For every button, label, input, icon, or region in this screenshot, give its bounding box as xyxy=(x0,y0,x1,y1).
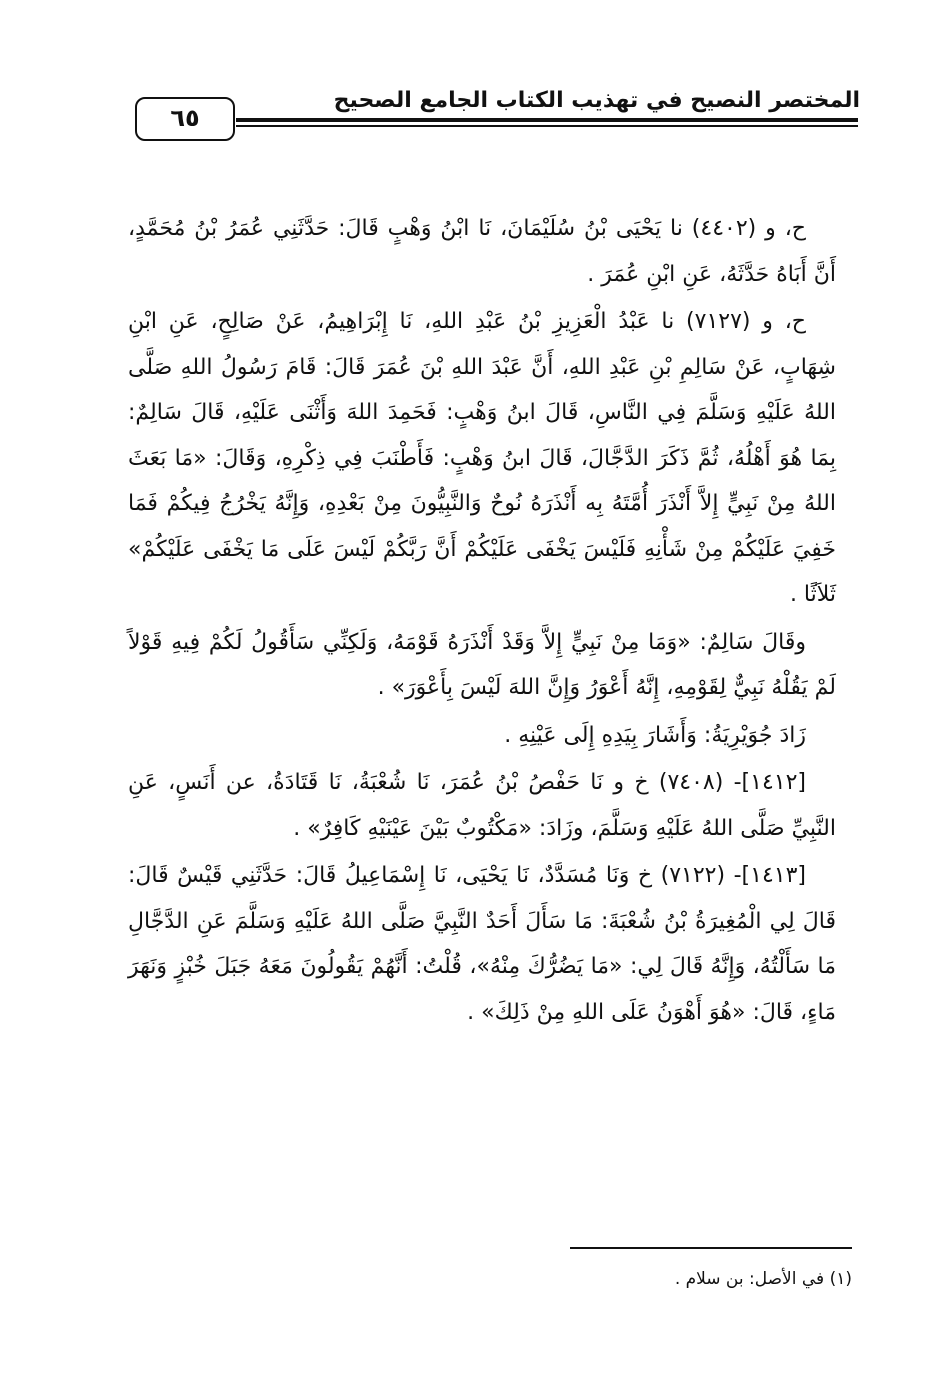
main-text xyxy=(128,206,836,1037)
paragraph-2: ح، و (٧١٢٧) نا عَبْدُ الْعَزِيزِ بْنُ عَبْدِ اللهِ، نَا إِبْرَاهِيمُ، عَنْ صَالِحٍ، عَنِ ابْنِ شِهَابٍ، عَنْ سَالِمِ بْنِ عَبْدِ اللهِ، أَنَّ عَبْدَ اللهِ بْنَ عُمَرَ قَالَ: قَامَ رَسُولُ اللهِ صَلَّى اللهُ عَلَيْهِ وَسَلَّمَ فِي النَّاسِ، قَالَ ابنُ وَهْبٍ: فَحَمِدَ اللهَ وَأَثْنَى عَلَيْهِ، قَالَ سَالِمٌ: بِمَا هُوَ أَهْلُهُ، ثُمَّ ذَكَرَ الدَّجَّالَ، قَالَ ابنُ وَهْبٍ: فَأَطْنَبَ فِي ذِكْرِهِ، وَقَالَ: «مَا بَعَثَ اللهُ مِنْ نَبِيٍّ إِلاَّ أَنْذَرَ أُمَّتَهُ بِه أَنْذَرَهُ نُوحٌ وَالنَّبِيُّونَ مِنْ بَعْدِهِ، وَإِنَّهُ يَخْرُجُ فِيكُمْ فَمَا خَفِيَ عَلَيْكُمْ مِنْ شَأْنِهِ فَلَيْسَ يَخْفَى عَلَيْكُمْ أَنَّ رَبَّكُمْ لَيْسَ عَلَى مَا يَخْفَى عَلَيْكُمْ» ثَلاَثًا . xyxy=(128,309,836,607)
header-rule-thin xyxy=(236,125,858,127)
footnote-separator xyxy=(570,1247,852,1249)
footnote-1: (١) في الأصل: بن سلام . xyxy=(674,1269,852,1289)
running-header-title: المختصر النصيح في تهذيب الكتاب الجامع الصحيح xyxy=(333,88,860,113)
paragraph-1: ح، و (٤٤٠٢) نا يَحْيَى بْنُ سُلَيْمَانَ، نَا ابْنُ وَهْبٍ قَالَ: حَدَّثَنِي عُمَرُ بْنُ مُحَمَّدٍ، أَنَّ أَبَاهُ حَدَّثَهُ، عَنِ ابْنِ عُمَرَ . xyxy=(128,216,836,287)
paragraph-4: زَادَ جُوَيْرِيَةُ: وَأَشَارَ بِيَدِهِ إِلَى عَيْنِهِ . xyxy=(504,722,806,748)
paragraph-6: [١٤١٣]- (٧١٢٢) خ وَنَا مُسَدَّدٌ، نَا يَحْيَى، نَا إِسْمَاعِيلُ قَالَ: حَدَّثَنِي قَيْسٌ قَالَ: قَالَ لِي الْمُغِيرَةُ بْنُ شُعْبَةَ: مَا سَأَلَ أَحَدٌ النَّبِيَّ صَلَّى اللهُ عَلَيْهِ وَسَلَّمَ عَنِ الدَّجَّالِ مَا سَأَلْتُهُ، وَإِنَّهُ قَالَ لِي: «مَا يَضُرُّكَ مِنْهُ»، قُلْتُ: أَنَّهُمْ يَقُولُونَ مَعَهُ جَبَلَ خُبْزٍ وَنَهَرَ مَاءٍ، قَالَ: «هُوَ أَهْوَنُ عَلَى اللهِ مِنْ ذَلِكَ» . xyxy=(128,863,836,1025)
paragraph-3: وقَالَ سَالِمٌ: «وَمَا مِنْ نَبِيٍّ إِلاَّ وَقَدْ أَنْذَرَهُ قَوْمَهُ، وَلَكِنِّي سَأَقُولُ لَكُمْ فِيهِ قَوْلاً لَمْ يَقُلْهُ نَبِيٌّ لِقَوْمِهِ، إِنَّهُ أَعْوَرُ وَإِنَّ اللهَ لَيْسَ بِأَعْوَرَ» . xyxy=(128,629,836,700)
page-number: ٦٥ xyxy=(135,97,235,141)
header-rule xyxy=(236,118,858,122)
paragraph-5: [١٤١٢]- (٧٤٠٨) خ و نَا حَفْصُ بْنُ عُمَرَ، نَا شُعْبَةُ، نَا قَتَادَةُ، عن أَنَسٍ، عَنِ النَّبِيِّ صَلَّى اللهُ عَلَيْهِ وَسَلَّمَ، وزَادَ: «مَكْتُوبٌ بَيْنَ عَيْنَيْهِ كَافِرٌ» . xyxy=(128,770,836,841)
